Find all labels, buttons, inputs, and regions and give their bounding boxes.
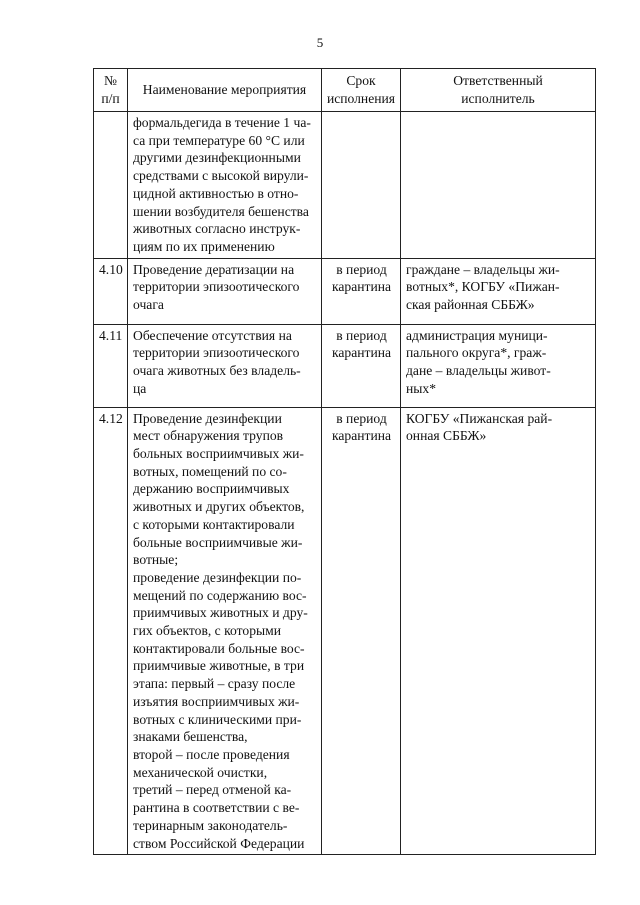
text-line: дане – владельцы живот- (406, 363, 551, 379)
text-line: онная СББЖ» (406, 428, 487, 444)
text-line: КОГБУ «Пижанская рай- (406, 410, 553, 426)
text-line: вотных, помещений по со- (133, 463, 287, 479)
table-header-row (94, 69, 596, 112)
text-line: больные восприимчивые жи- (133, 534, 303, 550)
text-line: исполнения (326, 91, 396, 106)
text-line: са при температуре 60 °С или (133, 132, 305, 148)
text-line: очага животных без владель- (133, 363, 301, 379)
text-line: третий – перед отменой ка- (133, 782, 292, 798)
text-line: ных* (406, 380, 437, 396)
text-line: средствами с высокой вирули- (133, 168, 309, 184)
text-line: шении возбудителя бешенства (133, 203, 309, 219)
header-responsible (401, 69, 596, 112)
row-number: 4.11 (94, 324, 128, 407)
text-line: карантина (331, 345, 392, 361)
row-name (128, 258, 322, 324)
text-line: мещений по содержанию вос- (133, 587, 307, 603)
text-line: ская районная СББЖ» (406, 297, 535, 313)
text-line: второй – после проведения (133, 746, 290, 762)
row-number: 4.12 (94, 407, 128, 855)
text-line: Наименование мероприятия (142, 82, 307, 98)
text-line: теринарным законодатель- (133, 817, 288, 833)
text-line: другими дезинфекционными (133, 150, 301, 166)
text-line: с которыми контактировали (133, 516, 295, 532)
text-line: карантина (331, 279, 392, 295)
text-line: территории эпизоотического (133, 345, 300, 361)
row-number (94, 112, 128, 259)
text-line: рантина в соответствии с ве- (133, 800, 300, 816)
text-line: циям по их применению (133, 238, 275, 254)
text-line: животных и других объектов, (133, 499, 305, 515)
text-line: ством Российской Федерации (133, 835, 305, 851)
text-line: исполнитель (461, 91, 535, 106)
row-number: 4.10 (94, 258, 128, 324)
header-name (128, 69, 322, 112)
text-line: Проведение дезинфекции (133, 410, 282, 426)
text-line: очага (133, 297, 164, 313)
text-line: вотных*, КОГБУ «Пижан- (406, 279, 560, 295)
row-term (322, 324, 401, 407)
table-row (94, 258, 596, 324)
text-line: изъятия восприимчивых жи- (133, 693, 300, 709)
table-row (94, 407, 596, 855)
row-name (128, 407, 322, 855)
text-line: вотных с клиническими при- (133, 711, 302, 727)
text-line: в период (336, 261, 387, 277)
text-line: формальдегида в течение 1 ча- (133, 115, 311, 130)
row-name (128, 324, 322, 407)
text-line: держанию восприимчивых (133, 481, 290, 497)
row-term (322, 258, 401, 324)
text-line: приимчивых животных и дру- (133, 605, 308, 621)
text-line: п/п (101, 91, 120, 106)
text-line: Обеспечение отсутствия на (133, 327, 292, 343)
text-line: граждане – владельцы жи- (406, 261, 560, 277)
text-line: проведение дезинфекции по- (133, 569, 302, 585)
text-line: в период (336, 410, 387, 426)
row-responsible (401, 258, 596, 324)
row-responsible (401, 324, 596, 407)
text-line: этапа: первый – сразу после (133, 676, 296, 692)
measures-table (93, 68, 596, 855)
header-num (94, 69, 128, 112)
text-line: Срок (346, 73, 376, 89)
text-line: контактировали больные вос- (133, 640, 305, 656)
text-line: приимчивые животные, в три (133, 658, 305, 674)
text-line: знаками бешенства, (133, 729, 248, 745)
table-row (94, 112, 596, 259)
row-name (128, 112, 322, 259)
row-term (322, 407, 401, 855)
table-row (94, 324, 596, 407)
text-line: территории эпизоотического (133, 279, 300, 295)
text-line: гих объектов, с которыми (133, 623, 282, 639)
text-line: мест обнаружения трупов (133, 428, 284, 444)
text-line: механической очистки, (133, 764, 268, 780)
header-term (322, 69, 401, 112)
text-line: Ответственный (453, 73, 543, 89)
text-line: больных восприимчивых жи- (133, 446, 304, 462)
text-line: вотные; (133, 552, 179, 568)
text-line: пального округа*, граж- (406, 345, 547, 361)
row-responsible (401, 112, 596, 259)
text-line: № (104, 73, 117, 89)
text-line: животных согласно инструк- (133, 221, 301, 237)
row-term (322, 112, 401, 259)
text-line: Проведение дератизации на (133, 261, 295, 277)
page-number: 5 (316, 35, 324, 50)
text-line: ца (133, 380, 147, 396)
row-responsible (401, 407, 596, 855)
text-line: в период (336, 327, 387, 343)
text-line: администрация муници- (406, 327, 548, 343)
text-line: цидной активностью в отно- (133, 185, 299, 201)
text-line: карантина (331, 428, 392, 444)
